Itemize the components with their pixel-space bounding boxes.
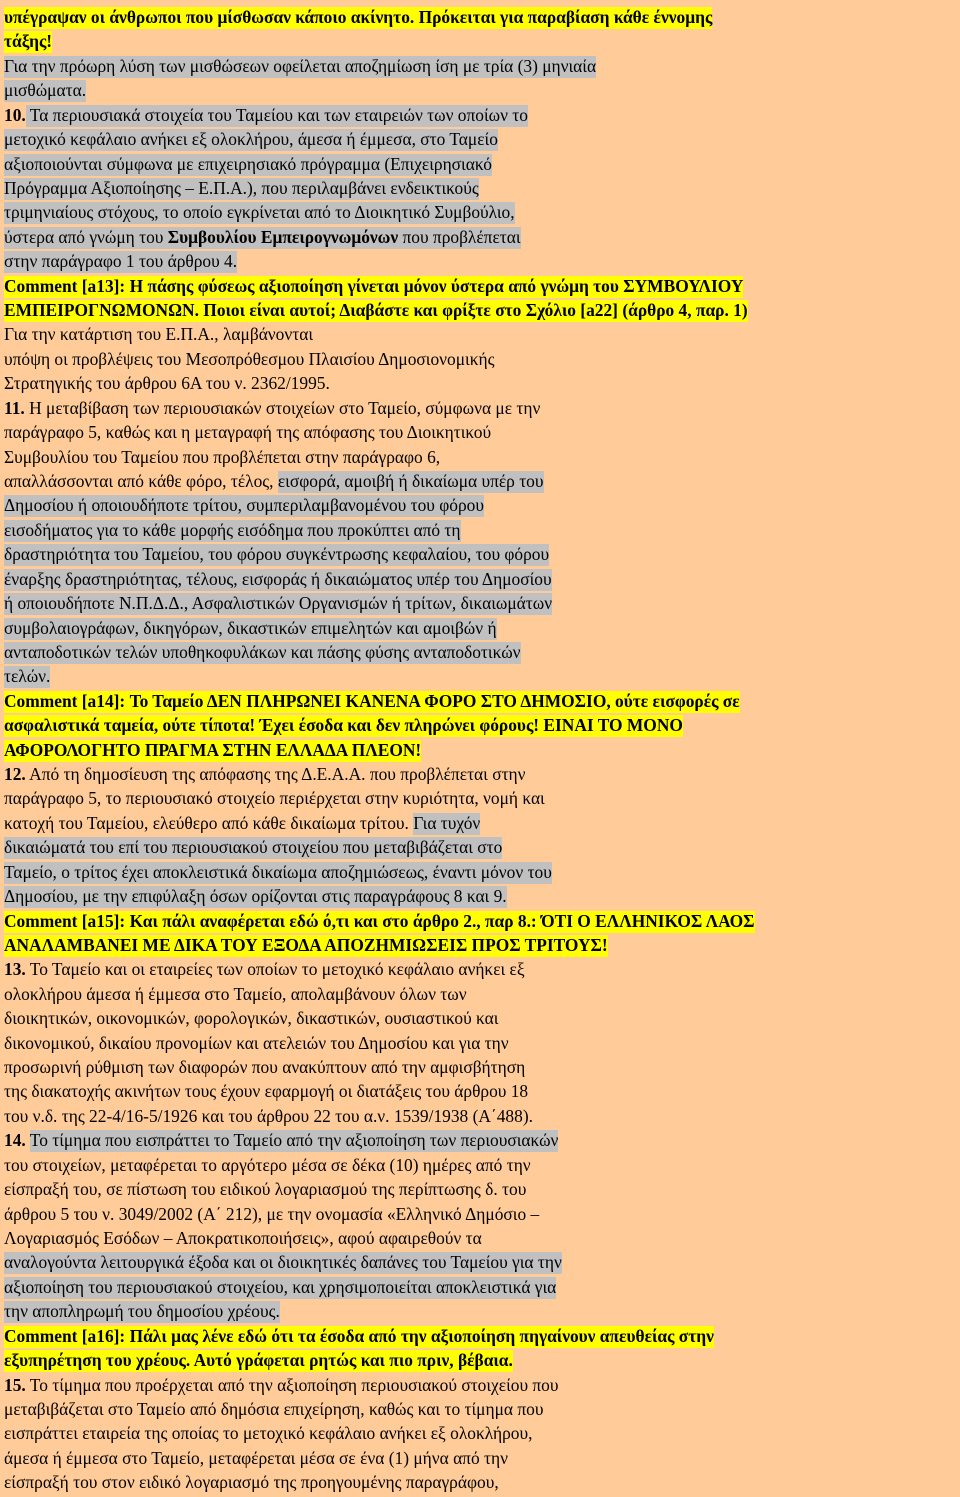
comment-line <box>4 689 740 713</box>
text-line <box>4 1226 482 1250</box>
highlighted-text: μετοχικό κεφάλαιο ανήκει εξ ολοκλήρου, άμεσα ή έμμεσα, στο Ταμείο <box>4 129 498 150</box>
highlighted-text: Δημοσίου, με την επιφύλαξη όσων ορίζονται στις παραγράφους 8 και 9. <box>4 886 507 907</box>
text-line <box>4 322 313 346</box>
body-text: εισπράττει εταιρεία της οποίας το μετοχικό κεφάλαιο ανήκει εξ ολοκλήρου, <box>4 1423 533 1444</box>
text-line <box>4 786 545 810</box>
comment-text: ΑΝΑΛΑΜΒΑΝΕΙ ΜΕ ΔΙΚΑ ΤΟΥ ΕΞΟΔΑ ΑΠΟΖΗΜΙΩΣΕΙΣ ΠΡΟΣ ΤΡΙΤΟΥΣ! <box>4 934 608 955</box>
comment-text: εξυπηρέτηση του χρέους. Αυτό γράφεται ρητώς και πιο πριν, βέβαια. <box>4 1350 513 1371</box>
text-line <box>4 29 52 53</box>
body-text: προσωρινή ρύθμιση των διαφορών που ανακύπτουν από την αμφισβήτηση <box>4 1057 526 1078</box>
highlighted-text: Τα περιουσιακά στοιχεία του Ταμείου και των εταιρειών των οποίων το <box>25 104 528 125</box>
highlighted-text: στην παράγραφο 1 του άρθρου 4. <box>4 251 238 272</box>
highlighted-text: δραστηριότητα του Ταμείου, του φόρου συγκέντρωσης κεφαλαίου, του φόρου <box>4 544 550 565</box>
text-line <box>4 567 552 591</box>
comment-text: ασφαλιστικά ταμεία, ούτε τίποτα! Έχει έσοδα και δεν πληρώνει φόρους! ΕΙΝΑΙ ΤΟ ΜΟΝΟ <box>4 715 683 736</box>
comment-text: Comment [a14]: Το Ταμείο ΔΕΝ ΠΛΗΡΩΝΕΙ ΚΑΝΕΝΑ ΦΟΡΟ ΣΤΟ ΔΗΜΟΣΙΟ, ούτε εισφορές σε <box>4 690 740 711</box>
highlighted-text: ανταποδοτικών τελών υποθηκοφυλάκων και πάσης φύσης ανταποδοτικών <box>4 641 521 662</box>
text-line <box>4 347 494 371</box>
body-text: άρθρου 5 του ν. 3049/2002 (Α΄ 212), με την ονομασία «Ελληνικό Δημόσιο – <box>4 1203 540 1224</box>
highlighted-text: Ταμείο, ο τρίτος έχει αποκλειστικά δικαίωμα αποζημιώσεως, έναντι μόνον του <box>4 861 552 882</box>
body-text: της διακατοχής ακινήτων τους έχουν εφαρμογή οι διατάξεις του άρθρου 18 <box>4 1081 529 1102</box>
text-line <box>4 616 497 640</box>
text-line <box>4 103 528 127</box>
highlighted-text: έναρξης δραστηριότητας, τέλους, εισφοράς ή δικαιώματος υπέρ του Δημοσίου <box>4 568 552 589</box>
highlighted-text: δικαιώματά του επί του περιουσιακού στοιχείου που μεταβιβάζεται στο <box>4 837 503 858</box>
body-text: παράγραφο 5, το περιουσιακό στοιχείο περιέρχεται στην κυριότητα, νομή και <box>4 788 545 809</box>
text-line <box>4 1177 526 1201</box>
text-line <box>4 1348 513 1372</box>
comment-text: υπέγραψαν οι άνθρωποι που μίσθωσαν κάποιο ακίνητο. Πρόκειται για παραβίαση κάθε έννομης <box>4 7 713 27</box>
highlighted-text: ή οποιουδήποτε Ν.Π.Δ.Δ., Ασφαλιστικών Οργανισμών ή τρίτων, δικαιωμάτων <box>4 593 553 614</box>
comment-text: ΕΜΠΕΙΡΟΓΝΩΜΟΝΩΝ. Ποιοι είναι αυτοί; Διαβάστε και φρίξτε στο Σχόλιο [a22] (άρθρο 4, παρ. 1) <box>4 300 748 321</box>
highlighted-text: τελών. <box>4 666 51 687</box>
text-line <box>4 176 479 200</box>
text-line <box>4 493 484 517</box>
comment-line <box>4 1324 714 1348</box>
text-line <box>4 640 521 664</box>
text-line <box>4 1446 508 1470</box>
body-text: 12. <box>4 764 26 785</box>
body-text: 13. <box>4 959 26 980</box>
highlighted-text: μισθώματα. <box>4 80 87 101</box>
body-text: Από τη δημοσίευση της απόφασης της Δ.Ε.Α.Α. που προβλέπεται στην <box>25 764 526 785</box>
comment-text: ΑΦΟΡΟΛΟΓΗΤΟ ΠΡΑΓΜΑ ΣΤΗΝ ΕΛΛΑΔΑ ΠΛΕΟΝ! <box>4 739 422 760</box>
text-line <box>4 5 712 29</box>
highlighted-text: τριμηνιαίους στόχους, το οποίο εγκρίνεται από το Διοικητικό Συμβούλιο, <box>4 202 515 223</box>
text-line <box>4 1031 509 1055</box>
text-line <box>4 225 521 249</box>
text-line <box>4 1128 558 1152</box>
text-line <box>4 957 525 981</box>
highlighted-text: αναλογούντα λειτουργικά έξοδα και οι διοικητικές δαπάνες του Ταμείου για την <box>4 1252 562 1273</box>
highlighted-text: Το τίμημα που εισπράττει το Ταμείο από την αξιοποίηση των περιουσιακών <box>29 1130 559 1151</box>
body-text: Για την κατάρτιση του Ε.Π.Α., λαμβάνονται <box>4 324 314 345</box>
body-text: Συμβουλίου του Ταμείου που προβλέπεται στην παράγραφο 6, <box>4 446 441 467</box>
body-text: του στοιχείων, μεταφέρεται το αργότερο μέσα σε δέκα (10) ημέρες από την <box>4 1154 531 1175</box>
text-line <box>4 1373 559 1397</box>
highlighted-text: την αποπληρωμή του δημοσίου χρέους. <box>4 1301 280 1322</box>
text-line <box>4 127 498 151</box>
comment-text: τάξης! <box>4 31 53 52</box>
highlighted-text: συμβολαιογράφων, δικηγόρων, δικαστικών επιμελητών και αμοιβών ή <box>4 617 497 638</box>
text-line <box>4 811 480 835</box>
text-line <box>4 78 86 102</box>
text-line <box>4 200 515 224</box>
body-text: 10. <box>4 104 26 125</box>
text-line <box>4 591 552 615</box>
text-line <box>4 860 552 884</box>
body-text: Λογαριασμός Εσόδων – Αποκρατικοποιήσεις», αφού αφαιρεθούν τα <box>4 1228 482 1248</box>
highlighted-text: που προβλέπεται <box>398 226 521 247</box>
text-line <box>4 445 440 469</box>
text-line <box>4 469 544 493</box>
text-line <box>4 1153 531 1177</box>
body-text: διοικητικών, οικονομικών, φορολογικών, δικαστικών, ουσιαστικού και <box>4 1008 499 1029</box>
body-text: είσπραξή του στον ειδικό λογαριασμό της προηγουμένης παραγράφου, <box>4 1472 499 1493</box>
body-text: απαλλάσσονται από κάθε φόρο, τέλος, <box>4 470 278 491</box>
body-text: Το Ταμείο και οι εταιρείες των οποίων το μετοχικό κεφάλαιο ανήκει εξ <box>25 959 525 980</box>
text-line <box>4 396 540 420</box>
body-text: είσπραξή του, σε πίστωση του ειδικού λογαριασμού της περίπτωσης δ. του <box>4 1179 527 1200</box>
body-text: μεταβιβάζεται στο Ταμείο από δημόσια επιχείρηση, καθώς και το τίμημα που <box>4 1398 544 1419</box>
highlighted-text: ύστερα από γνώμη του <box>4 226 168 247</box>
body-text: 14. <box>4 1130 26 1151</box>
text-line <box>4 835 502 859</box>
body-text: του ν.δ. της 22-4/16-5/1926 και του άρθρου 22 του α.ν. 1539/1938 (Α΄488). <box>4 1105 533 1126</box>
text-line <box>4 933 608 957</box>
text-line <box>4 1006 498 1030</box>
highlighted-text: αξιοποιούνται σύμφωνα με επιχειρησιακό πρόγραμμα (Επιχειρησιακό <box>4 153 492 174</box>
text-line <box>4 982 467 1006</box>
text-line <box>4 1421 532 1445</box>
text-line <box>4 249 237 273</box>
text-line <box>4 1055 525 1079</box>
body-text: κατοχή του Ταμείου, ελεύθερο από κάθε δικαίωμα τρίτου. <box>4 812 414 833</box>
highlighted-text: Συμβουλίου Εμπειρογνωμόνων <box>167 226 399 247</box>
text-line <box>4 542 549 566</box>
body-text: παράγραφο 5, καθώς και η μεταγραφή της απόφασης του Διοικητικού <box>4 422 492 443</box>
comment-text: Comment [a13]: Η πάσης φύσεως αξιοποίηση γίνεται μόνον ύστερα από γνώμη του ΣΥΜΒΟΥΛΙΟΥ <box>4 275 744 296</box>
text-line <box>4 713 683 737</box>
highlighted-text: Πρόγραμμα Αξιοποίησης – Ε.Π.Α.), που περιλαμβάνει ενδεικτικούς <box>4 177 479 198</box>
body-text: Η μεταβίβαση των περιουσιακών στοιχείων στο Ταμείο, σύμφωνα με την <box>24 397 541 418</box>
highlighted-text: εισφορά, αμοιβή ή δικαίωμα υπέρ του <box>277 470 544 491</box>
text-line <box>4 1202 539 1226</box>
body-text: ολοκλήρου άμεσα ή έμμεσα στο Ταμείο, απολαμβάνουν όλων των <box>4 983 467 1004</box>
body-text: υπόψη οι προβλέψεις του Μεσοπρόθεσμου Πλαισίου Δημοσιονομικής <box>4 348 495 369</box>
highlighted-text: Για τυχόν <box>413 812 481 833</box>
text-line <box>4 518 461 542</box>
body-text: άμεσα ή έμμεσα στο Ταμείο, μεταφέρεται μέσα σε ένα (1) μήνα από την <box>4 1447 508 1468</box>
body-text: δικονομικού, δικαίου προνομίων και ατελειών του Δημοσίου και για την <box>4 1032 509 1053</box>
text-line <box>4 420 491 444</box>
text-line <box>4 1079 528 1103</box>
text-line <box>4 1275 556 1299</box>
comment-line <box>4 274 743 298</box>
text-line <box>4 738 421 762</box>
text-line <box>4 152 492 176</box>
comment-text: Comment [a15]: Και πάλι αναφέρεται εδώ ό,τι και στο άρθρο 2., παρ 8.: ΌΤΙ Ο ΕΛΛΗΝΙΚΟΣ ΛΑΟΣ <box>4 910 755 931</box>
text-line <box>4 371 330 395</box>
comment-line <box>4 909 755 933</box>
text-line <box>4 1104 533 1128</box>
highlighted-text: Για την πρόωρη λύση των μισθώσεων οφείλεται αποζημίωση ίση με τρία (3) μηνιαία <box>4 55 597 76</box>
text-line <box>4 54 596 78</box>
text-line <box>4 1250 562 1274</box>
text-line <box>4 1397 543 1421</box>
body-text: Στρατηγικής του άρθρου 6Α του ν. 2362/1995. <box>4 373 330 394</box>
body-text: 15. <box>4 1374 26 1395</box>
body-text: 11. <box>4 397 25 418</box>
highlighted-text: εισοδήματος για το κάθε μορφής εισόδημα που προκύπτει από τη <box>4 519 461 540</box>
text-line <box>4 664 50 688</box>
text-line <box>4 1299 280 1323</box>
highlighted-text: Δημοσίου ή οποιουδήποτε τρίτου, συμπεριλαμβανομένου του φόρου <box>4 495 484 516</box>
text-line <box>4 1470 499 1494</box>
text-line <box>4 884 507 908</box>
comment-text: Comment [a16]: Πάλι μας λένε εδώ ότι τα έσοδα από την αξιοποίηση πηγαίνουν απευθείας στην <box>4 1325 714 1346</box>
body-text: Το τίμημα που προέρχεται από την αξιοποίηση περιουσιακού στοιχείου που <box>25 1374 559 1395</box>
text-line <box>4 298 748 322</box>
highlighted-text: αξιοποίηση του περιουσιακού στοιχείου, και χρησιμοποιείται αποκλειστικά για <box>4 1276 557 1297</box>
text-line <box>4 762 526 786</box>
